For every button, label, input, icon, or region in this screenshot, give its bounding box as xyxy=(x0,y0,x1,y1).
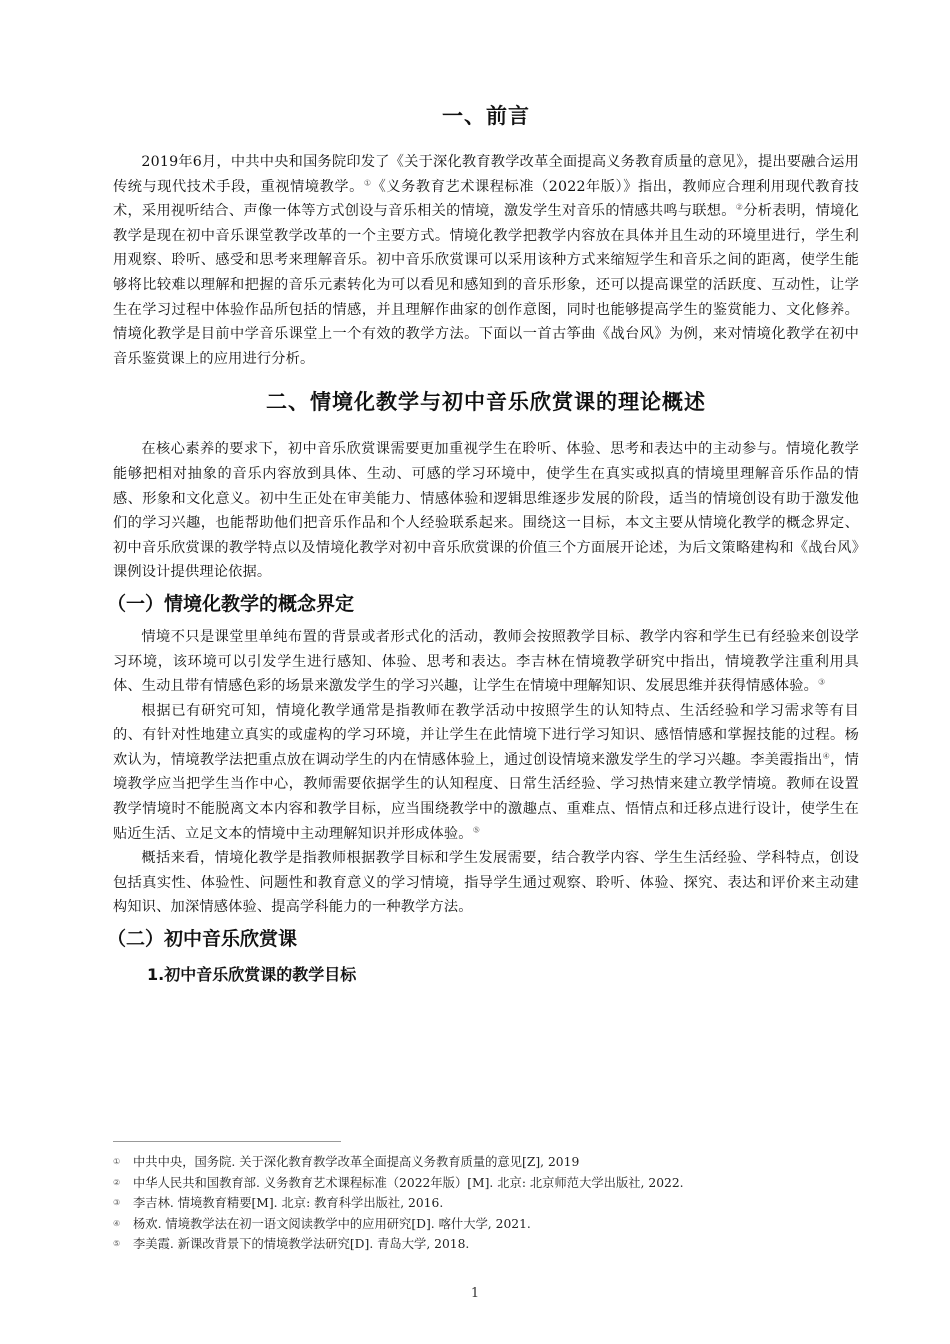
footnote-mark: ⑤ xyxy=(113,1239,121,1249)
footnote-mark: ② xyxy=(113,1177,121,1187)
body-paragraph xyxy=(113,846,859,920)
footnote-ref: ② xyxy=(735,202,744,212)
footnote-ref: ⑤ xyxy=(472,824,481,834)
footnote-text: 杨欢. 情境教学法在初一语文阅读教学中的应用研究[D]. 喀什大学, 2021. xyxy=(133,1216,531,1231)
paragraph-text: ，情境教学应当把学生当作中心，教师需要依据学生的认知程度、日常生活经验、学习热情来建立教学情境。教师在设置教学情境时不能脱离文本内容和教学目标，应当围绕教学中的激趣点、重难点、悟情点和迁移点进行设计，使学生在贴近生活、立足文本的情境中主动理解知识并形成体验。 xyxy=(113,751,859,842)
footnote-ref: ③ xyxy=(818,677,826,687)
paragraph-text: 概括来看，情境化教学是指教师根据教学目标和学生发展需要，结合教学内容、学生生活经验、学科特点，创设包括真实性、体验性、问题性和教育意义的学习情境，指导学生通过观察、聆听、体验、探究、表达和评价来主动建构知识、加深情感体验、提高学科能力的一种教学方法。 xyxy=(113,850,859,916)
subsection-title-concept: （一）情境化教学的概念界定 xyxy=(107,592,355,615)
footnote-ref: ① xyxy=(363,177,372,187)
footnote-text: 中共中央，国务院. 关于深化教育教学改革全面提高义务教育质量的意见[Z], 2019 xyxy=(133,1155,580,1169)
footnote-text: 中华人民共和国教育部. 义务教育艺术课程标准（2022年版）[M]. 北京: 北京师范大学出版社, 2022. xyxy=(133,1175,684,1190)
footnote-ref: ④ xyxy=(822,751,831,761)
paragraph-text: 分析表明，情境化教学是现在初中音乐课堂教学改革的一个主要方式。情境化教学把教学内容放在具体并且生动的环境里进行，学生利用观察、聆听、感受和思考来理解音乐。初中音乐欣赏课可以采用该种方式来缩短学生和音乐之间的距离，使学生能够将比较难以理解和把握的音乐元素转化为可以看见和感知到的音乐形象，还可以提高课堂的活跃度、互动性，让学生在学习过程中体验作品所包括的情感，并且理解作曲家的创作意图，同时也能够提高学生的鉴赏能力、文化修养。情境化教学是目前中学音乐课堂上一个有效的教学方法。下面以一首古筝曲《战台风》为例，来对情境化教学在初中音乐鉴赏课上的应用进行分析。 xyxy=(113,203,859,367)
paragraph-text: 情境不只是课堂里单纯布置的背景或者形式化的活动，教师会按照教学目标、教学内容和学生已有经验来创设学习环境，该环境可以引发学生进行感知、体验、思考和表达。李吉林在情境教学研究中指出，情境教学注重利用具体、生动且带有情感色彩的场景来激发学生的学习兴趣，让学生在情境中理解知识、发展思维并获得情感体验。 xyxy=(113,628,859,695)
section-title-theory: 二、情境化教学与初中音乐欣赏课的理论概述 xyxy=(266,390,706,415)
page-body xyxy=(107,100,859,990)
footnote-item xyxy=(113,1234,859,1255)
section-title-preface: 一、前言 xyxy=(442,104,530,128)
paragraph-text: 2019年6月，中共中央和国务院印发了《关于深化教育教学改革全面提高义务教育质量的意见》，提出要融合运用传统与现代技术手段，重视情境教学。 xyxy=(113,154,859,195)
body-paragraph xyxy=(113,699,859,847)
body-paragraph xyxy=(113,625,859,699)
section-theory-intro: 在核心素养的要求下，初中音乐欣赏课需要更加重视学生在聆听、体验、思考和表达中的主动参与。情境化教学能够把相对抽象的音乐内容放到具体、生动、可感的学习环境中，使学生在真实或拟真的情境里理解音乐作品的情感、形象和文化意义。初中生正处在审美能力、情感体验和逻辑思维逐步发展的阶段，适当的情境创设有助于激发他们的学习兴趣，也能帮助他们把音乐作品和个人经验联系起来。围绕这一目标，本文主要从情境化教学的概念界定、初中音乐欣赏课的教学特点以及情境化教学对初中音乐欣赏课的价值三个方面展开论述，为后文策略建构和《战台风》课例设计提供理论依据。 xyxy=(113,441,859,581)
subsection-title-music-class: （二）初中音乐欣赏课 xyxy=(107,928,298,951)
footnote-mark: ① xyxy=(113,1157,121,1166)
footnote-mark: ③ xyxy=(113,1198,121,1208)
footnote-item xyxy=(113,1193,859,1214)
paragraph-text: 根据已有研究可知，情境化教学通常是指教师在教学活动中按照学生的认知特点、生活经验和学习需求等有目的、有针对性地建立真实的或虚构的学习环境，并让学生在此情境下进行学习知识、感悟情感和掌握技能的过程。杨欢认为，情境教学法把重点放在调动学生的内在情感体验上，通过创设情境来激发学生的学习兴趣。李美霞指出 xyxy=(113,702,859,768)
footnote-item xyxy=(113,1173,859,1194)
body-paragraph xyxy=(113,150,859,371)
footnote-item xyxy=(113,1214,859,1235)
footnotes xyxy=(113,1152,859,1255)
footnote-mark: ④ xyxy=(113,1218,121,1228)
item-title-teaching-goals: 1.初中音乐欣赏课的教学目标 xyxy=(147,965,357,985)
paragraph-text: 《义务教育艺术课程标准（2022年版）》指出，教师应合理利用现代教育技术，采用视听结合、声像一体等方式创设与音乐相关的情境，激发学生对音乐的情感共鸣与联想。 xyxy=(113,178,859,220)
page-number: 1 xyxy=(470,1286,480,1301)
section-preface-body xyxy=(113,150,859,371)
footnote-text: 李吉林. 情境教育精要[M]. 北京: 教育科学出版社, 2016. xyxy=(133,1196,444,1211)
footnote-divider xyxy=(113,1141,341,1142)
footnote-text: 李美霞. 新课改背景下的情境教学法研究[D]. 青岛大学, 2018. xyxy=(133,1237,470,1252)
footnote-item xyxy=(113,1152,859,1173)
subsection-concept-body xyxy=(113,625,859,920)
